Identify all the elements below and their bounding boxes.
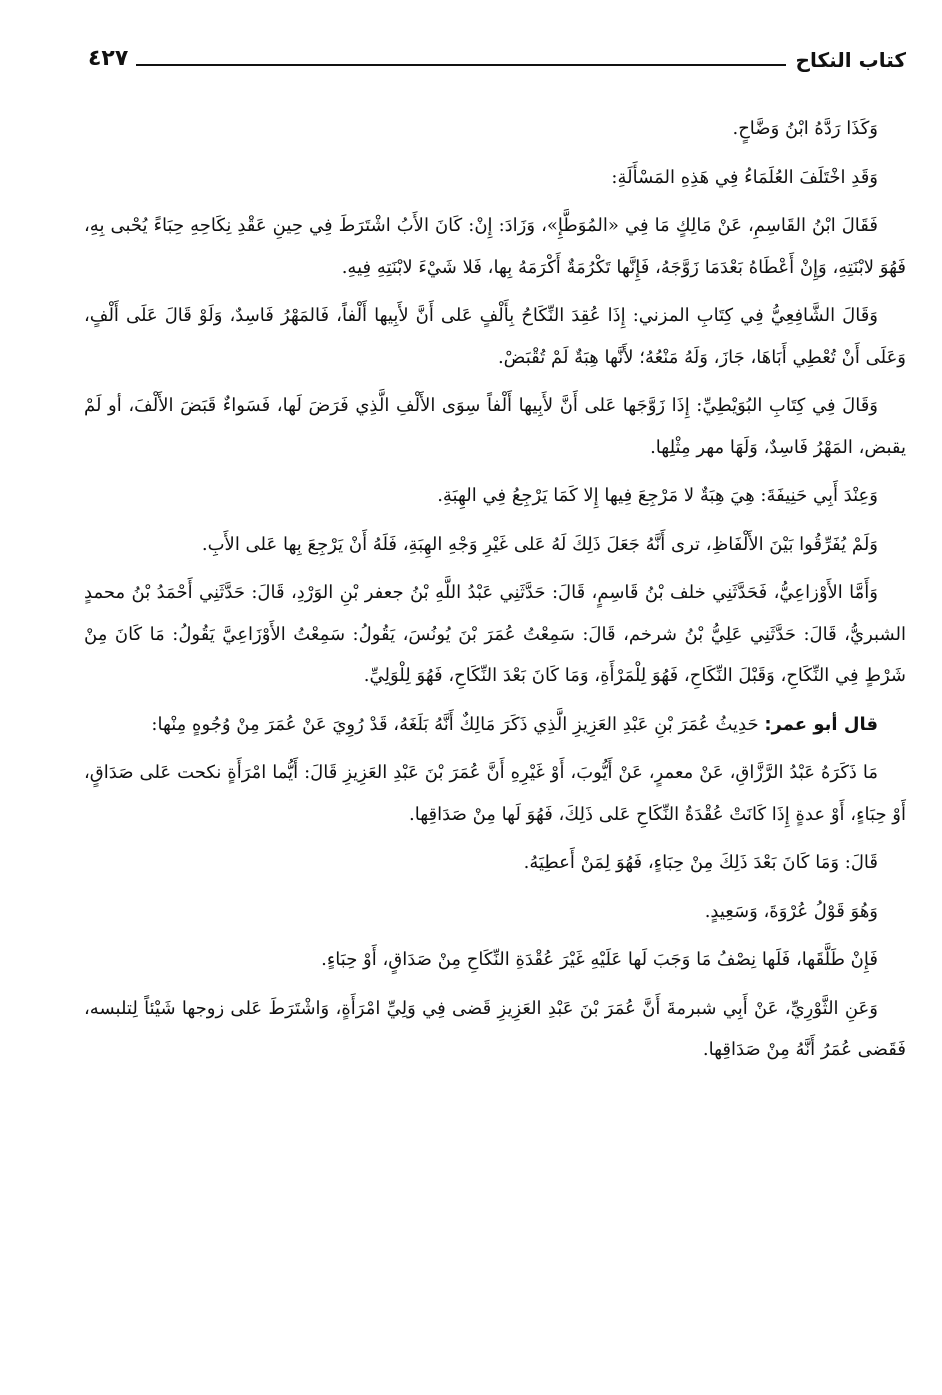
paragraph: فَقَالَ ابْنُ القَاسِمِ، عَنْ مَالِكٍ مَا فِي «المُوَطَّإِ»، وَزَادَ: إِنْ: كَانَ الأَبُ اشْتَرَطَ فِي حِينِ عَقْدِ نِكَاحِهِ حِبَاءً يُحْبى بِهِ، فَهُوَ لابْنَتِهِ، وَإِنْ أَعْطَاهُ بَعْدَمَا زَوَّجَهُ، فَإِنَّها تَكْرُمَةٌ أَكْرَمَهُ بِها، فَلا شَيْءَ لابْنَتِهِ فِيهِ.	[84, 215, 906, 278]
chapter-title: كتاب النكاح	[795, 48, 906, 72]
paragraph: وَقَدِ اخْتَلَفَ العُلَمَاءُ فِي هَذِهِ المَسْأَلَةِ:	[611, 166, 878, 188]
paragraph: وَقَالَ الشَّافِعِيُّ فِي كِتَابِ المزني: إِذَا عُقِدَ النِّكَاحُ بِأَلْفٍ عَلى أَنَّ لأَبِيها أَلْفاً، فَالمَهْرُ فَاسِدٌ، وَلَوْ قَالَ عَلَى أَلْفٍ، وَعَلَى أَنْ تُعْطِي أَبَاهَا، جَازَ، وَلَهُ مَنْعُهُ؛ لأَنَّها هِبَةٌ لَمْ تُقْبَضْ.	[84, 305, 906, 368]
paragraph: قَالَ: وَمَا كَانَ بَعْدَ ذَلِكَ مِنْ حِبَاءٍ، فَهُوَ لِمَنْ أَعطِيَهُ.	[523, 852, 878, 873]
paragraph: وَأَمَّا الأَوْزاعِيُّ، فَحَدَّثَنِي خلف بْنُ قَاسِمٍ، قَالَ: حَدَّثَنِي عَبْدُ اللَّهِ بْنُ جعفر بْنِ الوَرْدِ، قَالَ: حَدَّثَنِي أَحْمَدُ بْنُ محمدٍ الشبريُّ، قَالَ: حَدَّثَنِي عَلِيُّ بْنُ شرخم، قَالَ: سَمِعْتُ عُمَرَ بْنَ يُونُسَ، يَقُولُ: سَمِعْتُ الأَوْزَاعِيَّ يَقُولُ: مَا كَانَ مِنْ شَرْطٍ فِي النِّكَاحِ، وَقَبْلَ النِّكَاحِ، فَهُوَ لِلْمَرْأَةِ، وَمَا كَانَ بَعْدَ النِّكَاحِ، فَهُوَ لِلْوَلِيِّ.	[84, 582, 906, 686]
paragraph: وَقَالَ فِي كِتَابِ البُوَيْطِيِّ: إِذَا زَوَّجَها عَلى أَنَّ لأَبِيها أَلْفاً سِوَى الأَلْفِ الَّذِي فَرَضَ لَها، فَسَواءٌ قَبَضَ الأَلْفَ، أو لَمْ يقبض، المَهْرُ فَاسِدٌ، وَلَهَا مهر مِثْلِها.	[84, 395, 906, 458]
paragraph: وَهُوَ قَوْلُ عُرْوَةَ، وَسَعِيدٍ.	[704, 900, 878, 922]
paragraph: وَعِنْدَ أَبِي حَنِيفَةَ: هِيَ هِبَةٌ لا مَرْجِعَ فِيها إِلا كَمَا يَرْجِعُ فِي الهِبَةِ.	[437, 485, 878, 506]
paragraph: وَكَذَا رَدَّهُ ابْنُ وَضَّاحٍ.	[732, 118, 878, 139]
page-number: ٤٢٧	[88, 46, 129, 71]
paragraph: وَلَمْ يُفَرِّقُوا بَيْنَ الأَلْفَاظِ، ترى أَنَّهُ جَعَلَ ذَلِكَ لَهُ عَلى غَيْرِ وَجْهِ الهِبَةِ، فَلَهُ أَنْ يَرْجِعَ بِها عَلى الأَبِ.	[201, 533, 878, 555]
paragraph: فَإِنْ طَلَّقَها، فَلَها نِصْفُ مَا وَجَبَ لَها عَلَيْهِ غَيْرَ عُقْدَةِ النِّكَاحِ مِنْ صَدَاقٍ، أَوْ حِبَاءٍ.	[321, 949, 878, 970]
paragraph-lead: قال أبو عمر:	[764, 713, 878, 735]
paragraph: وَعَنِ الثَّوْرِيِّ، عَنْ أَبِي شبرمةَ أَنَّ عُمَرَ بْنَ عَبْدِ العَزِيزِ قَضى فِي وَلِيِّ امْرَأَةٍ، وَاشْتَرَطَ عَلى زوجها شَيْئاً لِتلبسه، فَقَضى عُمَرُ أَنَّهُ مِنْ صَدَاقِها.	[84, 997, 906, 1060]
body-text	[84, 108, 906, 1071]
running-header	[88, 30, 906, 70]
header-rule	[136, 64, 785, 66]
paragraph: مَا ذَكَرَهُ عَبْدُ الرَّزَّاقِ، عَنْ معمرٍ، عَنْ أَيُّوبَ، أَوْ غَيْرِهِ أَنَّ عُمَرَ بْنَ عَبْدِ العَزِيزِ قَالَ: أَيُّما امْرَأَةٍ نكحت عَلى صَدَاقٍ، أَوْ حِبَاءٍ، أَوْ عدةٍ إِذَا كَانَتْ عُقْدَةُ النِّكَاحِ عَلى ذَلِكَ، فَهُوَ لَها مِنْ صَدَاقِها.	[84, 762, 906, 825]
paragraph: قال أبو عمر: حَدِيثُ عُمَرَ بْنِ عَبْدِ العَزِيزِ الَّذِي ذَكَرَ مَالِكٌ أَنَّهُ بَلَغَهُ، قَدْ رُوِيَ عَنْ عُمَرَ مِنْ وُجُوهٍ مِنْها:	[151, 713, 878, 735]
